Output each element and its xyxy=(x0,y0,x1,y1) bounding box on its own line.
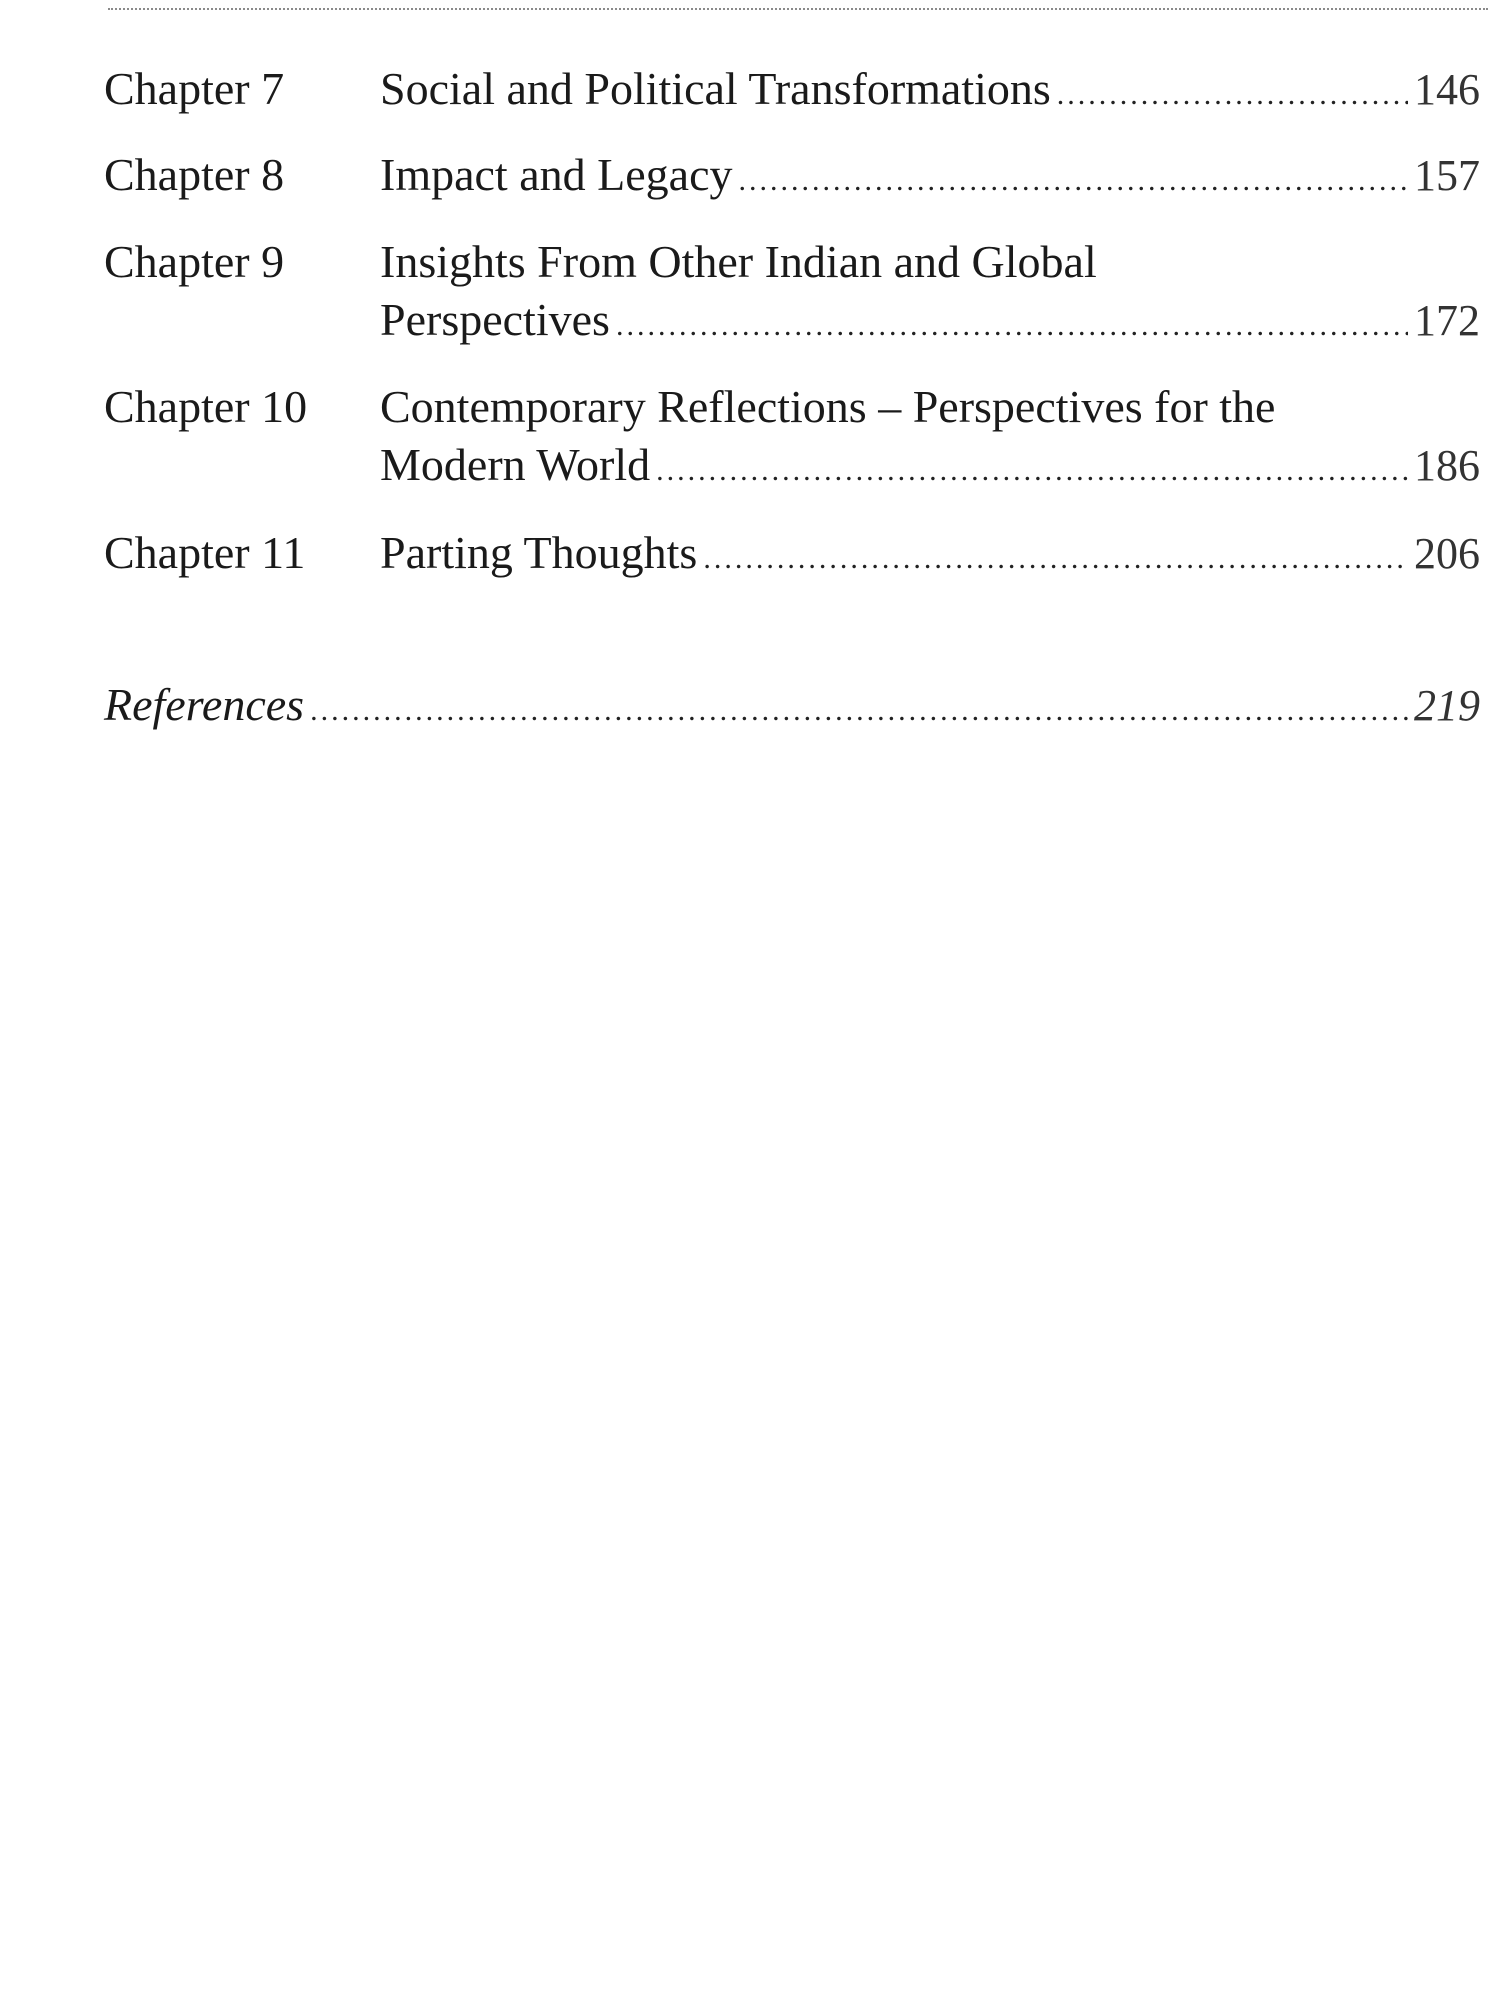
page-number: 157 xyxy=(1414,151,1480,200)
references-label: References xyxy=(104,679,305,730)
page-number: 186 xyxy=(1414,441,1480,490)
chapter-title-line: Insights From Other Indian and Global xyxy=(380,236,1097,287)
chapter-label: Chapter 11 xyxy=(104,527,306,578)
chapter-title xyxy=(380,60,1480,124)
chapter-title-text: Social and Political Transformations xyxy=(380,63,1051,114)
page-number: 146 xyxy=(1414,65,1480,114)
page-number: 172 xyxy=(1414,296,1480,345)
title-leader-line xyxy=(380,524,1480,588)
dot-leader xyxy=(656,442,1408,500)
chapter-label: Chapter 8 xyxy=(104,149,285,200)
page-number: 206 xyxy=(1414,529,1480,578)
dot-leader xyxy=(616,297,1408,355)
chapter-title-text: Parting Thoughts xyxy=(380,527,698,578)
chapter-title-text: Modern World xyxy=(380,439,651,490)
chapter-label: Chapter 7 xyxy=(104,63,285,114)
chapter-title xyxy=(380,378,1480,500)
page-number: 219 xyxy=(1414,681,1480,730)
chapter-title-text: Perspectives xyxy=(380,294,610,345)
chapter-title xyxy=(380,524,1480,588)
dot-leader xyxy=(1057,66,1408,124)
chapter-title-text: Impact and Legacy xyxy=(380,149,733,200)
chapter-label: Chapter 9 xyxy=(104,236,285,287)
chapter-title xyxy=(380,146,1480,210)
dot-leader xyxy=(738,152,1408,210)
dot-leader xyxy=(703,530,1408,588)
top-dotted-rule xyxy=(108,8,1488,10)
title-leader-line xyxy=(380,436,1480,500)
chapter-title xyxy=(380,233,1480,355)
chapter-label: Chapter 10 xyxy=(104,381,308,432)
title-leader-line xyxy=(380,60,1480,124)
toc-entry-references[interactable] xyxy=(104,676,1480,740)
title-leader-line xyxy=(380,291,1480,355)
title-leader-line xyxy=(380,146,1480,210)
dot-leader xyxy=(310,682,1408,740)
references-leader-line xyxy=(104,676,1480,740)
chapter-title-line: Contemporary Reflections – Perspectives for the xyxy=(380,381,1276,432)
